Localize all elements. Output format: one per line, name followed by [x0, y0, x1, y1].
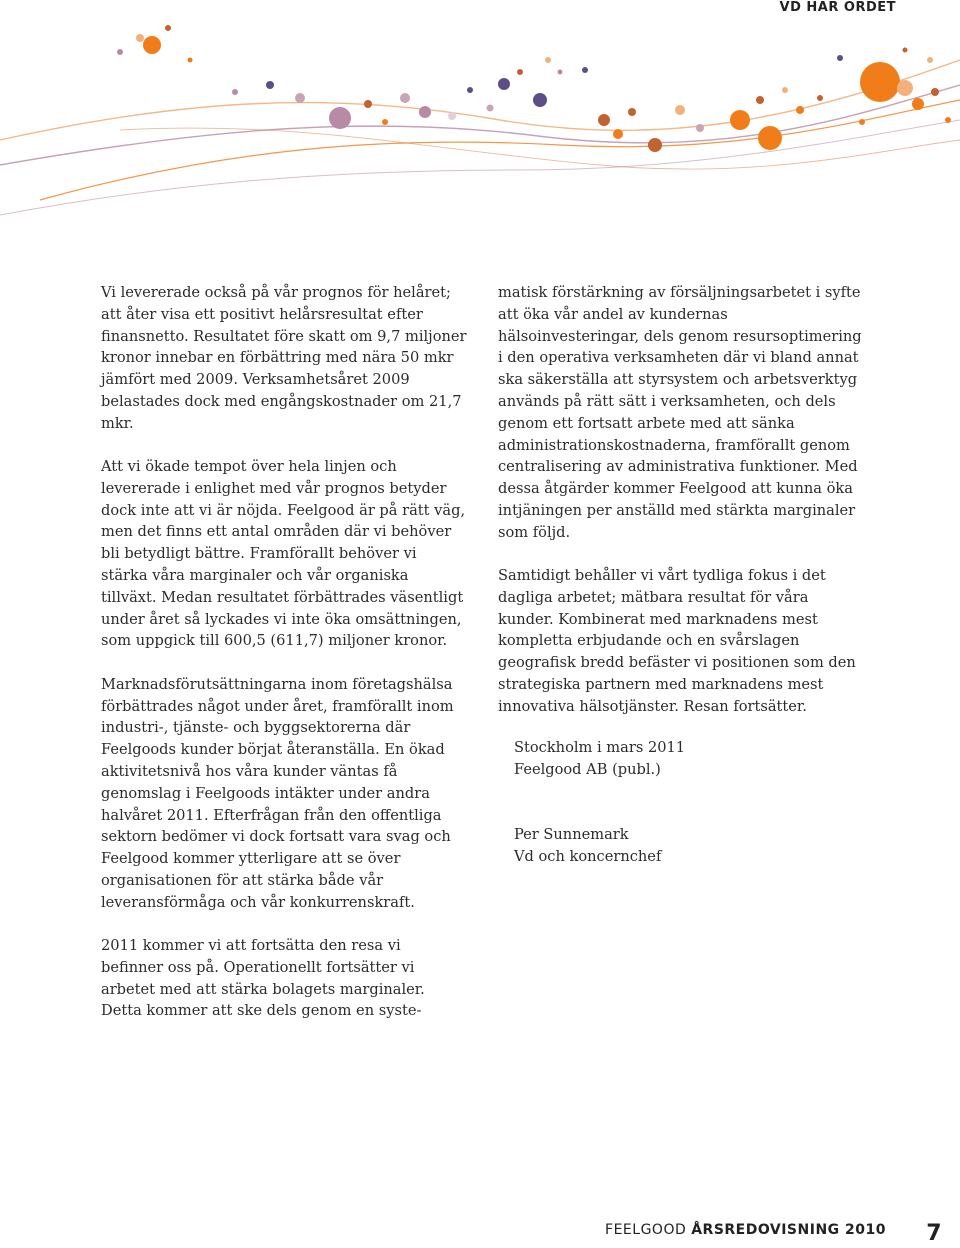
signoff-place — [514, 737, 685, 781]
section-label: VD HAR ORDET — [779, 0, 896, 15]
left-paragraph-1: Vi levererade också på vår prognos för helåret; att åter visa ett positivt helårsresultat efter finansnetto. Resultatet före skatt om 9,7 miljoner kronor innebar en förbättring med nära 50 mkr jämfört med 2009. Verksamhetsåret 2009 belastades dock med engångskostnader om 21,7 mkr. — [101, 284, 467, 432]
signoff-name: Per Sunnemark — [514, 826, 629, 843]
left-paragraph-2: Att vi ökade tempot över hela linjen och levererade i enlighet med vår prognos betyder dock inte att vi är nöjda. Feelgood är på rätt väg, men det finns ett antal områden där vi behöver bli betydligt bättre. Framförallt behöver vi stärka våra marginaler och vår organiska tillväxt. Medan resultatet förbättrades väsentligt under året så lyckades vi inte öka omsättningen, som uppgick till 600,5 (611,7) miljoner kronor. — [101, 458, 466, 650]
page-number: 7 — [926, 1221, 942, 1246]
left-column — [101, 282, 467, 1044]
right-paragraph-2: Samtidigt behåller vi vårt tydliga fokus i det dagliga arbetet; mätbara resultat för våra kunder. Kombinerat med marknadens mest kompletta erbjudande och en svårslagen geografisk bredd befäster vi positionen som den strategiska partnern med marknadens mest innovativa hälsotjänster. Resan fortsätter. — [498, 567, 856, 715]
signoff-company: Feelgood AB (publ.) — [514, 760, 661, 778]
signoff-signature — [514, 824, 661, 868]
decorative-swirls — [0, 0, 960, 240]
right-column — [498, 282, 864, 739]
left-paragraph-3: Marknadsförutsättningarna inom företagshälsa förbättrades något under året, framförallt inom industri-, tjänste- och byggsektorerna där Feelgoods kunder börjat återanställa. En ökad aktivitetsnivå hos våra kunder väntas få genomslag i Feelgoods intäkter under andra halvåret 2011. Efterfrågan från den offentliga sektorn bedömer vi dock fortsatt vara svag och Feelgood kommer ytterligare att se över organisationen för att stärka både vår leveransförmåga och vår konkurrenskraft. — [101, 675, 454, 911]
footer-brand: FEELGOOD — [605, 1222, 687, 1238]
signoff-title: Vd och koncernchef — [514, 847, 662, 865]
left-paragraph-4: 2011 kommer vi att fortsätta den resa vi befinner oss på. Operationellt fortsätter vi arbetet med att stärka bolagets marginaler. Detta kommer att ske dels genom en syste- — [101, 937, 425, 1020]
right-paragraph-1: matisk förstärkning av försäljningsarbetet i syfte att öka vår andel av kundernas hälsoinvesteringar, dels genom resursoptimering i den operativa verksamheten där vi bland annat ska säkerställa att styrsystem och arbetsverktyg används på rätt sätt i verksamheten, och dels genom ett fortsatt arbete med att sänka administrationskostnaderna, framförallt genom centralisering av administrativa funktioner. Med dessa åtgärder kommer Feelgood att kunna öka intjäningen per anställd med stärkta marginaler som följd. — [498, 284, 862, 541]
footer-report-title: ÅRSREDOVISNING 2010 — [691, 1222, 886, 1238]
signoff-place-date: Stockholm i mars 2011 — [514, 739, 686, 756]
page-footer — [605, 1221, 942, 1248]
